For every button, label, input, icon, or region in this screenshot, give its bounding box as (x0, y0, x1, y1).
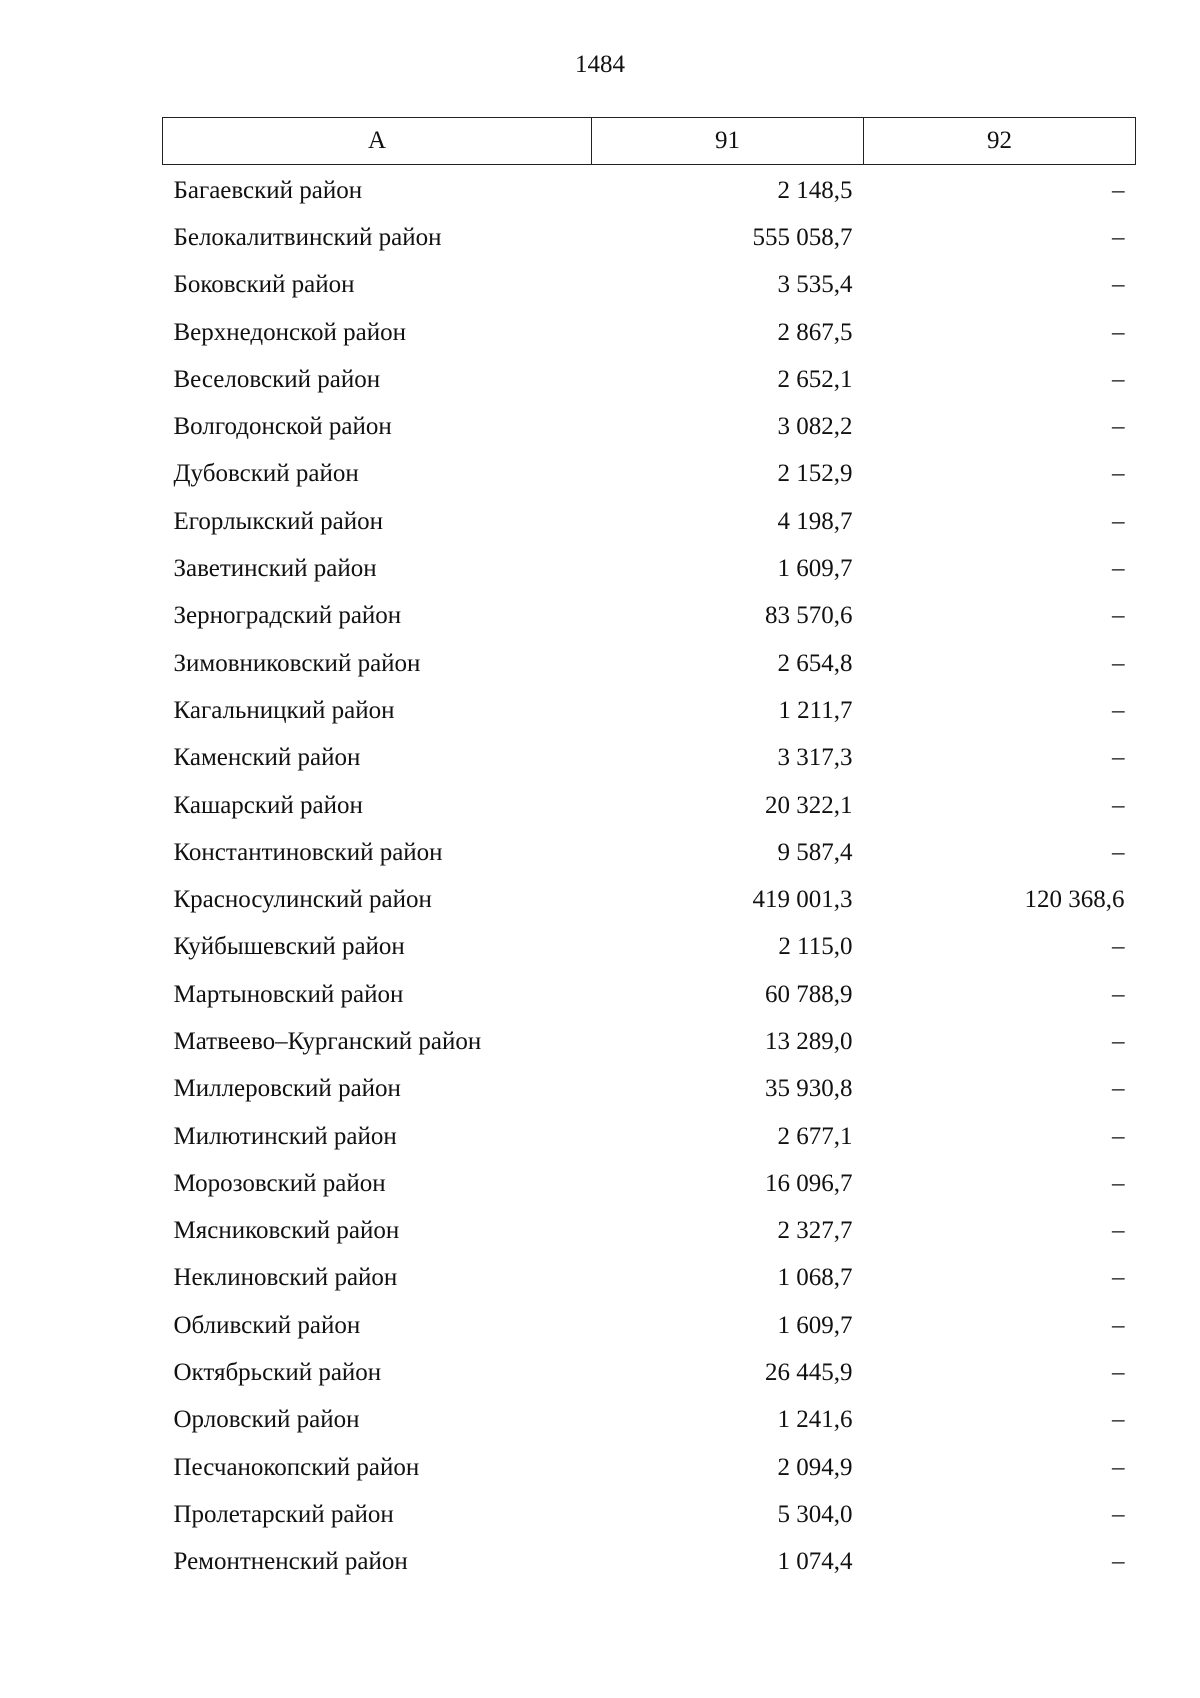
value-91-cell: 35 930,8 (765, 1075, 853, 1103)
value-91-cell: 26 445,9 (765, 1359, 853, 1387)
table-row (163, 1491, 1136, 1538)
value-91-cell: 2 652,1 (777, 365, 853, 393)
district-name-cell: Каменский район (173, 744, 361, 772)
value-91-cell: 1 068,7 (777, 1264, 853, 1292)
district-name-cell: Заветинский район (173, 555, 377, 583)
district-name-cell: Матвеево–Курганский район (173, 1027, 482, 1055)
value-92-cell: – (1112, 1311, 1125, 1339)
district-name-cell: Милютинский район (173, 1122, 397, 1150)
district-name-cell: Октябрьский район (173, 1359, 382, 1387)
value-91-cell: 2 148,5 (777, 176, 853, 204)
table-row (163, 451, 1136, 498)
value-92-cell: – (1112, 649, 1125, 677)
table-row (163, 403, 1136, 450)
value-92-cell: – (1112, 744, 1125, 772)
table-row (163, 309, 1136, 356)
district-name-cell: Красносулинский район (173, 886, 432, 914)
table-row (163, 1066, 1136, 1113)
table-row (163, 1160, 1136, 1207)
value-92-cell: – (1112, 176, 1125, 204)
district-name-cell: Зимовниковский район (173, 649, 421, 677)
value-92-cell: – (1112, 1169, 1125, 1197)
value-91-cell: 1 074,4 (777, 1548, 853, 1576)
value-92-cell: – (1112, 318, 1125, 346)
district-name-cell: Белокалитвинский район (173, 223, 442, 251)
district-name-cell: Орловский район (173, 1406, 360, 1434)
district-name-cell: Пролетарский район (173, 1500, 394, 1528)
value-91-cell: 1 609,7 (777, 1311, 853, 1339)
table-header-row (163, 118, 1136, 165)
value-92-cell: – (1112, 1500, 1125, 1528)
table-row (163, 165, 1136, 215)
table-row (163, 687, 1136, 734)
table-row (163, 593, 1136, 640)
value-92-cell: – (1112, 1548, 1125, 1576)
value-92-cell: – (1112, 838, 1125, 866)
table-row (163, 1113, 1136, 1160)
table-row (163, 498, 1136, 545)
value-91-cell: 2 867,5 (777, 318, 853, 346)
value-91-cell: 60 788,9 (765, 980, 853, 1008)
column-header-92: 92 (864, 118, 1136, 165)
district-name-cell: Неклиновский район (173, 1264, 398, 1292)
page-number: 1484 (575, 51, 625, 78)
district-name-cell: Егорлыкский район (173, 507, 383, 535)
value-91-cell: 16 096,7 (765, 1169, 853, 1197)
value-92-cell: – (1112, 223, 1125, 251)
value-91-cell: 419 001,3 (752, 886, 853, 914)
table-row (163, 640, 1136, 687)
district-name-cell: Волгодонской район (173, 413, 392, 441)
value-91-cell: 1 609,7 (777, 555, 853, 583)
column-header-91: 91 (592, 118, 864, 165)
table-row (163, 971, 1136, 1018)
table-row (163, 356, 1136, 403)
table-row (163, 262, 1136, 309)
district-name-cell: Багаевский район (173, 176, 363, 204)
value-91-cell: 555 058,7 (752, 223, 853, 251)
table-row (163, 876, 1136, 923)
value-92-cell: – (1112, 696, 1125, 724)
value-92-cell: – (1112, 555, 1125, 583)
value-92-cell: – (1112, 602, 1125, 630)
value-91-cell: 5 304,0 (777, 1500, 853, 1528)
value-91-cell: 13 289,0 (765, 1027, 853, 1055)
district-name-cell: Зерноградский район (173, 602, 402, 630)
value-91-cell: 83 570,6 (765, 602, 853, 630)
value-91-cell: 2 152,9 (777, 460, 853, 488)
table-row (163, 829, 1136, 876)
district-name-cell: Мартыновский район (173, 980, 404, 1008)
district-name-cell: Верхнедонской район (173, 318, 406, 346)
district-name-cell: Ремонтненский район (173, 1548, 408, 1576)
table-row (163, 545, 1136, 592)
value-92-cell: – (1112, 365, 1125, 393)
value-92-cell: – (1112, 1027, 1125, 1055)
value-92-cell: – (1112, 980, 1125, 1008)
value-92-cell: – (1112, 507, 1125, 535)
value-92-cell: – (1112, 460, 1125, 488)
district-name-cell: Куйбышевский район (173, 933, 405, 961)
table-row (163, 1444, 1136, 1491)
value-91-cell: 20 322,1 (765, 791, 853, 819)
value-92-cell: – (1112, 791, 1125, 819)
value-91-cell: 2 327,7 (777, 1217, 853, 1245)
district-name-cell: Кагальницкий район (173, 696, 395, 724)
table-row (163, 1208, 1136, 1255)
district-name-cell: Кашарский район (173, 791, 363, 819)
value-91-cell: 3 317,3 (777, 744, 853, 772)
table-row (163, 1539, 1136, 1586)
district-name-cell: Песчанокопский район (173, 1453, 420, 1481)
value-92-cell: – (1112, 1075, 1125, 1103)
table-row (163, 924, 1136, 971)
district-name-cell: Дубовский район (173, 460, 359, 488)
district-name-cell: Константиновский район (173, 838, 443, 866)
value-91-cell: 2 654,8 (777, 649, 853, 677)
value-91-cell: 1 211,7 (778, 696, 853, 724)
table-row (163, 1349, 1136, 1396)
table-row (163, 214, 1136, 261)
table-row (163, 1255, 1136, 1302)
table-header (163, 118, 1136, 165)
table-row (163, 1397, 1136, 1444)
table-row (163, 782, 1136, 829)
value-92-cell: – (1112, 271, 1125, 299)
value-92-cell: – (1112, 1122, 1125, 1150)
value-92-cell: – (1112, 1359, 1125, 1387)
value-92-cell: – (1112, 413, 1125, 441)
value-91-cell: 2 115,0 (778, 933, 853, 961)
data-table (162, 117, 1136, 1586)
value-92-cell: – (1112, 1453, 1125, 1481)
value-92-cell: – (1112, 933, 1125, 961)
district-name-cell: Обливский район (173, 1311, 361, 1339)
value-92-cell: – (1112, 1264, 1125, 1292)
district-name-cell: Мясниковский район (173, 1217, 400, 1245)
value-91-cell: 1 241,6 (777, 1406, 853, 1434)
value-91-cell: 4 198,7 (777, 507, 853, 535)
column-header-name: А (163, 118, 592, 165)
value-91-cell: 2 677,1 (777, 1122, 853, 1150)
district-name-cell: Веселовский район (173, 365, 381, 393)
value-91-cell: 3 082,2 (777, 413, 853, 441)
value-91-cell: 3 535,4 (777, 271, 853, 299)
table-row (163, 1302, 1136, 1349)
table-body (163, 165, 1136, 1586)
value-92-cell: – (1112, 1217, 1125, 1245)
table-row (163, 735, 1136, 782)
district-name-cell: Миллеровский район (173, 1075, 401, 1103)
value-91-cell: 9 587,4 (777, 838, 853, 866)
table-row (163, 1018, 1136, 1065)
district-name-cell: Боковский район (173, 271, 355, 299)
district-name-cell: Морозовский район (173, 1169, 386, 1197)
value-91-cell: 2 094,9 (777, 1453, 853, 1481)
value-92-cell: 120 368,6 (1024, 886, 1125, 914)
value-92-cell: – (1112, 1406, 1125, 1434)
